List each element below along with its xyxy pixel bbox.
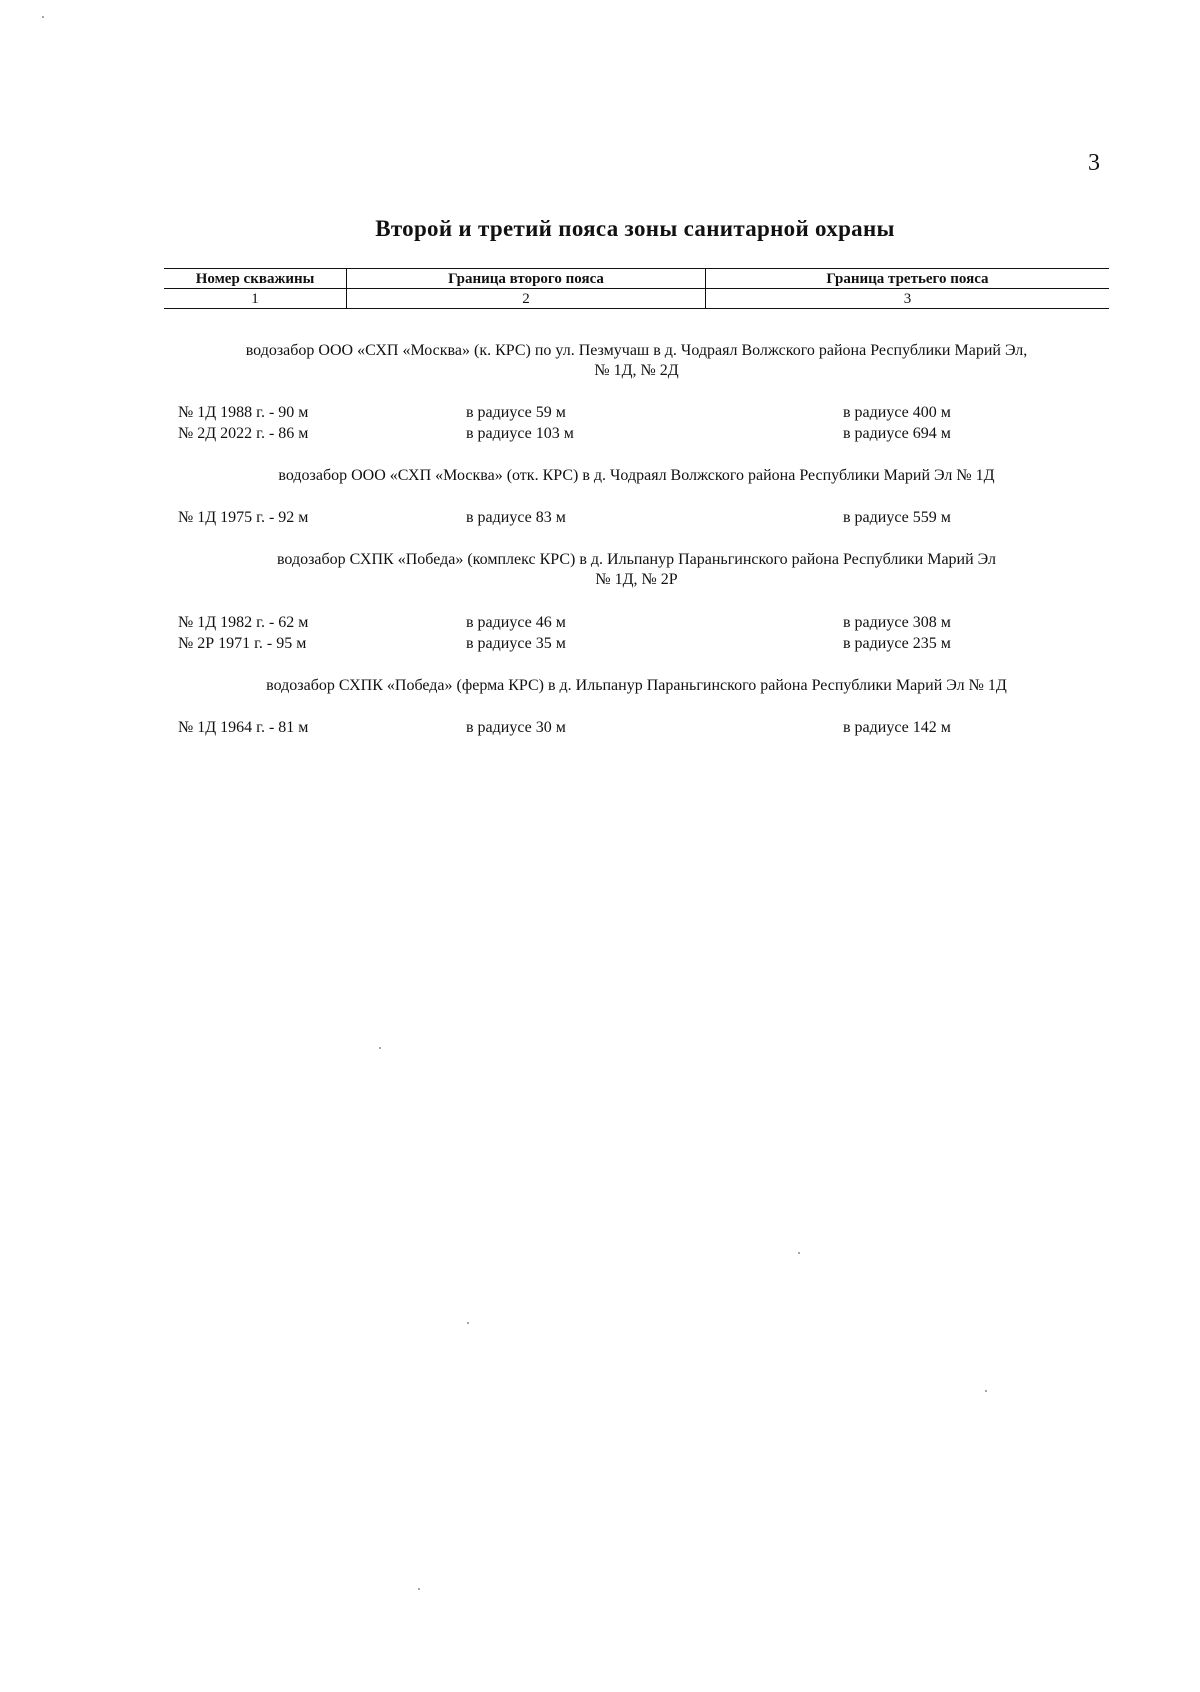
section-caption	[164, 676, 1109, 696]
zone3-cell: в радиусе 400 м	[843, 404, 951, 421]
zone2-cell: в радиусе 59 м	[466, 404, 566, 421]
well-cell: № 1Д 1982 г. - 62 м	[178, 614, 309, 631]
scan-speck	[379, 1047, 381, 1049]
scan-speck	[467, 1322, 469, 1324]
scan-speck	[42, 16, 44, 18]
table-row	[178, 613, 1118, 633]
zone2-cell: в радиусе 103 м	[466, 425, 574, 442]
zone2-cell: в радиусе 30 м	[466, 719, 566, 736]
zone3-cell: в радиусе 559 м	[843, 509, 951, 526]
table-row	[178, 403, 1118, 423]
column-number-row	[164, 289, 1109, 309]
column-header-well-number: Номер скважины	[164, 269, 347, 289]
zone3-cell: в радиусе 235 м	[843, 635, 951, 652]
scan-speck	[985, 1390, 987, 1392]
column-number-2: 2	[347, 289, 706, 309]
table-header-row	[164, 269, 1109, 289]
section-caption-line: водозабор СХПК «Победа» (комплекс КРС) в д. Ильпанур Параньгинского района Республики Марий Эл	[276, 551, 996, 568]
column-number-3: 3	[706, 289, 1110, 309]
section-caption-line: водозабор СХПК «Победа» (ферма КРС) в д. Ильпанур Параньгинского района Республики Марий Эл № 1Д	[266, 677, 1007, 694]
zone2-cell: в радиусе 83 м	[466, 509, 566, 526]
document-title: Второй и третий пояса зоны санитарной охраны	[375, 216, 895, 241]
table-row	[178, 508, 1118, 528]
scan-speck	[798, 1252, 800, 1254]
section-caption	[164, 466, 1109, 486]
section-caption	[164, 341, 1109, 381]
column-header-zone3: Граница третьего пояса	[706, 269, 1110, 289]
well-cell: № 1Д 1988 г. - 90 м	[178, 404, 309, 421]
section-caption-line: № 1Д, № 2Д	[594, 362, 679, 379]
column-header-zone2: Граница второго пояса	[347, 269, 706, 289]
well-cell: № 1Д 1964 г. - 81 м	[178, 719, 309, 736]
section-caption	[164, 550, 1109, 590]
well-cell: № 2Д 2022 г. - 86 м	[178, 425, 309, 442]
section-caption-line: водозабор ООО «СХП «Москва» (отк. КРС) в д. Чодраял Волжского района Республики Марий Эл № 1Д	[278, 467, 995, 484]
table-header	[164, 268, 1109, 309]
scan-speck	[418, 1588, 420, 1590]
zone3-cell: в радиусе 694 м	[843, 425, 951, 442]
zone2-cell: в радиусе 46 м	[466, 614, 566, 631]
zone3-cell: в радиусе 308 м	[843, 614, 951, 631]
zone3-cell: в радиусе 142 м	[843, 719, 951, 736]
section-caption-line: водозабор ООО «СХП «Москва» (к. КРС) по ул. Пезмучаш в д. Чодраял Волжского района Республики Марий Эл,	[245, 342, 1028, 359]
table-row	[178, 718, 1118, 738]
page-number: 3	[1088, 150, 1100, 176]
section-caption-line: № 1Д, № 2Р	[595, 571, 678, 588]
table-row	[178, 424, 1118, 444]
well-cell: № 2Р 1971 г. - 95 м	[178, 635, 307, 652]
column-number-1: 1	[164, 289, 347, 309]
well-cell: № 1Д 1975 г. - 92 м	[178, 509, 309, 526]
table-row	[178, 634, 1118, 654]
zone2-cell: в радиусе 35 м	[466, 635, 566, 652]
